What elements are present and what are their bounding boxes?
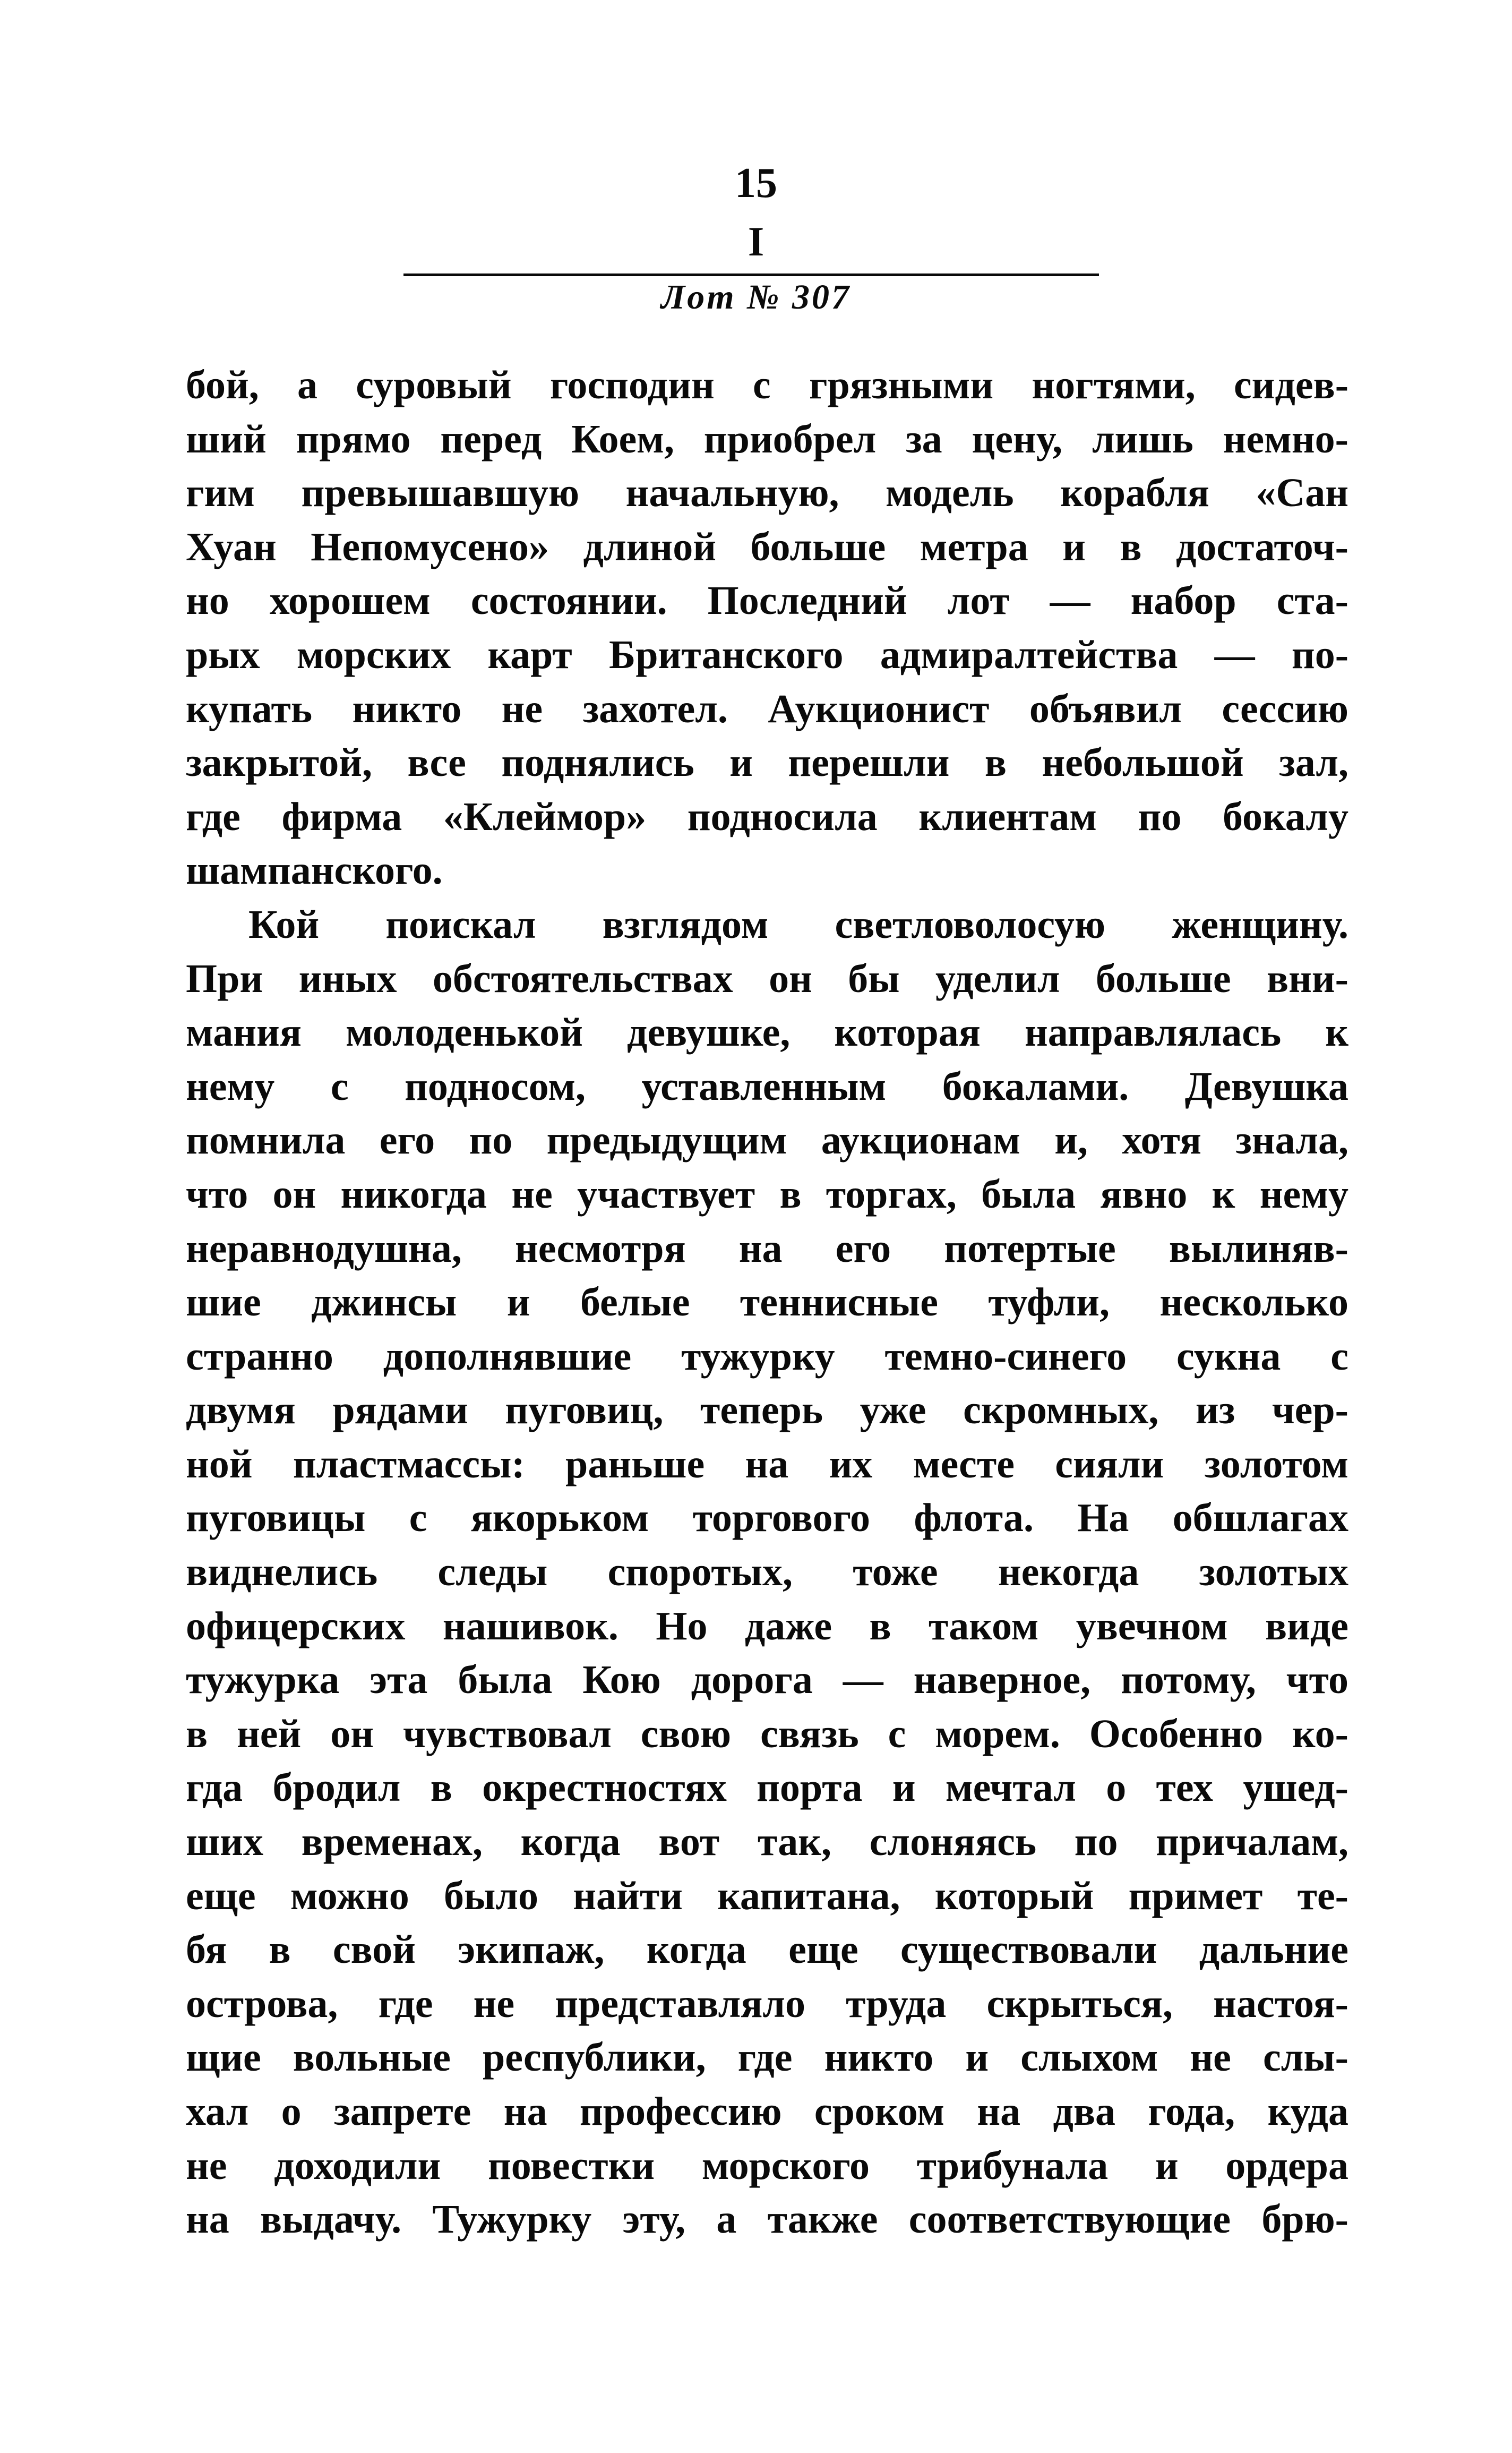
text-line: что он никогда не участвует в торгах, была явно к нему [186, 1172, 1348, 1217]
text-line: тужурка эта была Кою дорога — наверное, потому, что [186, 1657, 1348, 1703]
text-line: ший прямо перед Коем, приобрел за цену, лишь немно- [186, 416, 1348, 461]
text-line: острова, где не представляло труда скрыться, настоя- [186, 1981, 1348, 2026]
text-line: Хуан Непомусено» длиной больше метра и в достаточ- [186, 524, 1348, 569]
text-line: двумя рядами пуговиц, теперь уже скромных, из чер- [186, 1388, 1348, 1433]
text-line: в ней он чувствовал свою связь с морем. Особенно ко- [186, 1711, 1348, 1756]
text-line: офицерских нашивок. Но даже в таком увечном виде [186, 1603, 1348, 1648]
text-line: хал о запрете на профессию сроком на два года, куда [186, 2089, 1348, 2134]
text-line: щие вольные республики, где никто и слыхом не слы- [186, 2035, 1348, 2080]
text-line: нему с подносом, уставленным бокалами. Девушка [186, 1064, 1348, 1109]
text-line: неравнодушна, несмотря на его потертые вылиняв- [186, 1226, 1348, 1271]
text-line: пуговицы с якорьком торгового флота. На обшлагах [186, 1495, 1348, 1541]
text-line: ной пластмассы: раньше на их месте сияли золотом [186, 1441, 1348, 1486]
text-line: бой, а суровый господин с грязными ногтями, сидев- [186, 363, 1348, 407]
text-line: бя в свой экипаж, когда еще существовали дальние [186, 1927, 1348, 1972]
text-line: При иных обстоятельствах он бы уделил больше вни- [186, 956, 1348, 1001]
text-line: Кой поискал взглядом светловолосую женщину. [248, 902, 1348, 947]
text-line: закрытой, все поднялись и перешли в небольшой зал, [186, 740, 1348, 785]
text-line: не доходили повестки морского трибунала и ордера [186, 2143, 1348, 2188]
text-line: мания молоденькой девушке, которая направлялась к [186, 1010, 1348, 1055]
text-line: где фирма «Клеймор» подносила клиентам по бокалу [186, 794, 1348, 839]
text-line: еще можно было найти капитана, который примет те- [186, 1873, 1348, 1918]
page-number: 15 [735, 160, 777, 207]
text-line: шие джинсы и белые теннисные туфли, несколько [186, 1280, 1348, 1325]
text-line: купать никто не захотел. Аукционист объявил сессию [186, 686, 1348, 731]
text-line: шампанского. [186, 848, 443, 893]
chapter-title: Лот № 307 [660, 278, 851, 317]
text-line: странно дополнявшие тужурку темно-синего сукна с [186, 1334, 1348, 1379]
body-text [186, 358, 1348, 2247]
text-line: но хорошем состоянии. Последний лот — набор ста- [186, 578, 1348, 623]
text-line: на выдачу. Тужурку эту, а также соответствующие брю- [186, 2197, 1348, 2242]
text-line: помнила его по предыдущим аукционам и, хотя знала, [186, 1118, 1348, 1163]
text-line: гда бродил в окрестностях порта и мечтал о тех ушед- [186, 1765, 1348, 1810]
text-line: ших временах, когда вот так, слоняясь по причалам, [186, 1819, 1348, 1865]
chapter-number: I [748, 218, 764, 264]
text-line: рых морских карт Британского адмиралтейства — по- [186, 632, 1348, 677]
text-line: гим превышавшую начальную, модель корабля «Сан [186, 471, 1348, 516]
text-line: виднелись следы споротых, тоже некогда золотых [186, 1550, 1348, 1595]
